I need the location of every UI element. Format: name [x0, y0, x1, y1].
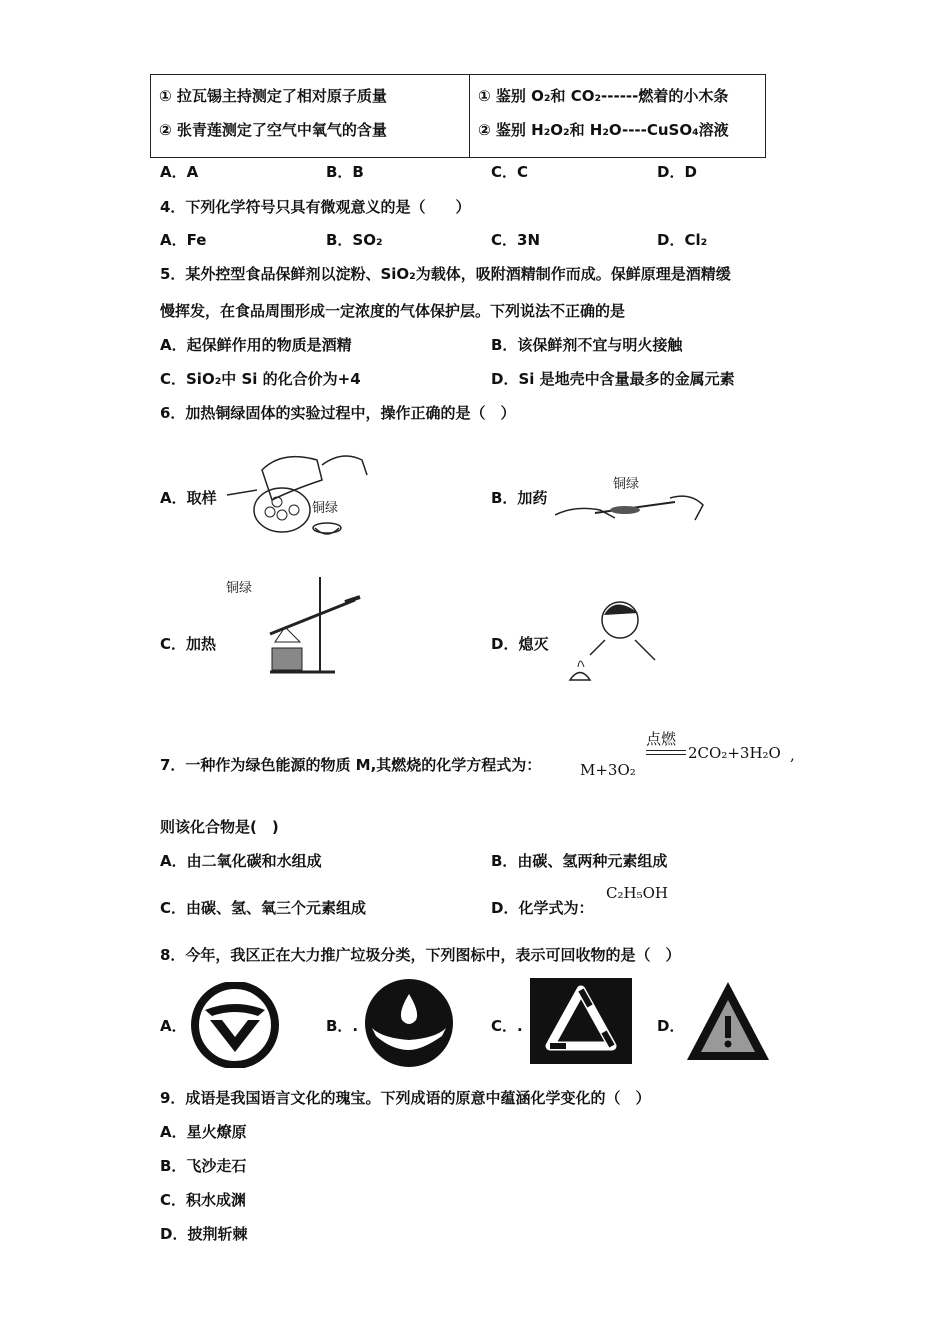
q7-option-a: A．由二氧化碳和水组成	[160, 852, 322, 870]
q4-option-a: A．Fe	[160, 231, 207, 249]
q4-option-b: B．SO₂	[326, 231, 383, 249]
q7-option-b: B．由碳、氢两种元素组成	[491, 852, 668, 870]
q9-option-a: A．星火燎原	[160, 1123, 247, 1141]
warning-logo-icon	[685, 978, 771, 1064]
water-drop-logo-icon	[362, 978, 456, 1068]
q8-stem: 8．今年，我区正在大力推广垃圾分类，下列图标中，表示可回收物的是（ ）	[160, 946, 681, 964]
sampling-illustration	[222, 440, 372, 545]
q4-option-d: D．Cl₂	[657, 231, 708, 249]
q8-option-a: A．	[160, 1017, 187, 1035]
q8-option-b: B．.	[326, 1017, 359, 1035]
q7-reactants: M+3O₂	[580, 761, 636, 779]
table-right-line-2: ② 鉴别 H₂O₂和 H₂O----CuSO₄溶液	[478, 121, 729, 139]
label-tonglv-a: 铜绿	[312, 501, 339, 516]
info-table	[150, 74, 766, 158]
table-right-cell	[470, 75, 766, 158]
q7-stem: 7．一种作为绿色能源的物质 M,其燃烧的化学方程式为：	[160, 756, 542, 774]
q5-stem-2: 慢挥发，在食品周围形成一定浓度的气体保护层。下列说法不正确的是	[160, 302, 626, 320]
q6-option-a: A．取样	[160, 489, 217, 507]
q6-option-c: C．加热	[160, 635, 217, 653]
q9-option-d: D．披荆斩棘	[160, 1225, 248, 1243]
table-left-line-1: ① 拉瓦锡主持测定了相对原子质量	[159, 87, 387, 105]
q5-option-d: D．Si 是地壳中含量最多的金属元素	[491, 370, 735, 388]
q5-option-a: A．起保鲜作用的物质是酒精	[160, 336, 352, 354]
q7-comma: ,	[790, 746, 795, 764]
q7-option-c: C．由碳、氢、氧三个元素组成	[160, 899, 367, 917]
q6-stem: 6．加热铜绿固体的实验过程中，操作正确的是（ ）	[160, 404, 516, 422]
table-left-line-2: ② 张青莲测定了空气中氧气的含量	[159, 121, 387, 139]
q7-option-d: D．化学式为：	[491, 899, 594, 917]
q5-option-b: B．该保鲜剂不宜与明火接触	[491, 336, 683, 354]
q3-option-d: D．D	[657, 163, 697, 181]
q7-formula: C₂H₅OH	[606, 884, 668, 902]
q8-option-d: D．	[657, 1017, 685, 1035]
q9-option-c: C．积水成渊	[160, 1191, 247, 1209]
recycle-logo-a-icon	[190, 982, 280, 1068]
q3-option-b: B．B	[326, 163, 364, 181]
q4-stem: 4．下列化学符号只具有微观意义的是（ ）	[160, 198, 471, 216]
q5-option-c: C．SiO₂中 Si 的化合价为+4	[160, 370, 361, 388]
q7-equals-sign	[646, 750, 686, 755]
q7-products: 2CO₂+3H₂O	[688, 744, 781, 762]
extinguish-illustration	[560, 595, 660, 690]
q6-option-d: D．熄灭	[491, 635, 549, 653]
label-tonglv-c: 铜绿	[226, 581, 253, 596]
q5-stem-1: 5．某外控型食品保鲜剂以淀粉、SiO₂为载体，吸附酒精制作而成。保鲜原理是酒精缓	[160, 265, 731, 283]
recyclable-logo-icon	[530, 978, 632, 1064]
q9-stem: 9．成语是我国语言文化的瑰宝。下列成语的原意中蕴涵化学变化的（ ）	[160, 1089, 651, 1107]
heating-illustration	[260, 572, 370, 682]
table-right-line-1: ① 鉴别 O₂和 CO₂------燃着的小木条	[478, 87, 729, 105]
label-tonglv-b: 铜绿	[613, 477, 640, 492]
q6-option-b: B．加药	[491, 489, 548, 507]
table-left-cell	[151, 75, 470, 158]
q8-option-c: C．.	[491, 1017, 523, 1035]
q9-option-b: B．飞沙走石	[160, 1157, 247, 1175]
q4-option-c: C．3N	[491, 231, 540, 249]
q3-option-a: A．A	[160, 163, 199, 181]
q3-option-c: C．C	[491, 163, 529, 181]
q7-stem-2: 则该化合物是( )	[160, 818, 279, 836]
q7-condition: 点燃	[646, 730, 677, 748]
